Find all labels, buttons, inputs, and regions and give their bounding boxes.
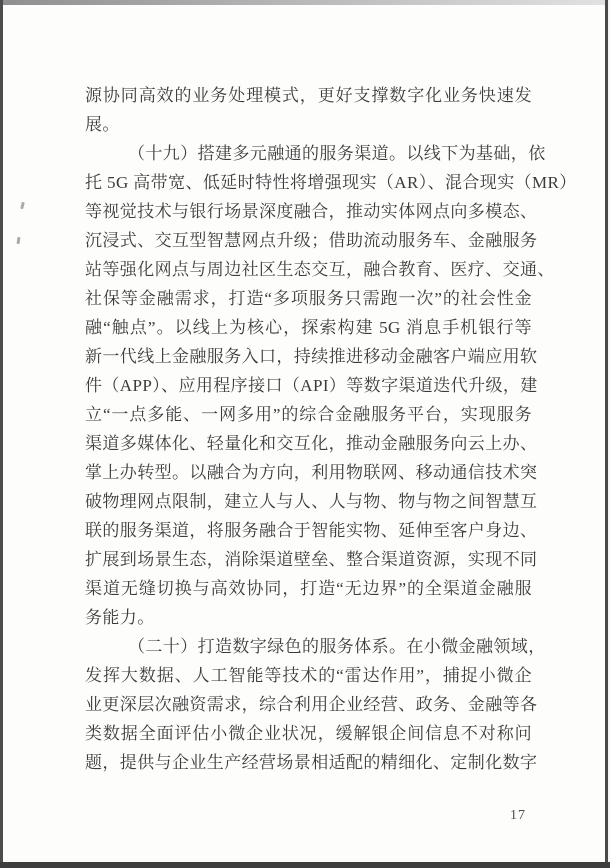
text-line: 类数据全面评估小微企业状况，缓解银企间信息不对称问 [85,724,532,743]
scan-edge-top [0,0,610,5]
text-line: 渠道无缝切换与高效协同，打造“无边界”的全渠道金融服 [85,579,532,598]
text-line: 立“一点多能、一网多用”的综合金融服务平台，实现服务 [85,405,532,424]
text-line: 展。 [85,115,120,134]
text-line: 发挥大数据、人工智能等技术的“雷达作用”，捕捉小微企 [85,666,532,685]
page-number: 17 [510,808,526,823]
text-line: 扩展到场景生态，消除渠道壁垒、整合渠道资源，实现不同 [85,550,538,569]
text-line: 等视觉技术与银行场景深度融合，推动实体网点向多模态、 [85,202,538,221]
text-line: 联的服务渠道，将服务融合于智能实物、延伸至客户身边、 [85,521,538,540]
text-line: 融“触点”。以线上为核心，探索构建 5G 消息手机银行等 [85,318,532,337]
document-text [85,81,577,777]
text-line: 渠道多媒体化、轻量化和交互化，推动金融服务向云上办、 [85,434,538,453]
text-line: 业更深层次融资需求，综合利用企业经营、政务、金融等各 [85,695,538,714]
scan-edge-left [0,0,3,868]
scan-edge-bottom [0,862,610,868]
text-line: 新一代线上金融服务入口，持续推进移动金融客户端应用软 [85,347,538,366]
text-line: 务能力。 [85,608,155,627]
scan-speck [17,237,21,244]
text-line: 源协同高效的业务处理模式，更好支撑数字化业务快速发 [85,86,532,105]
text-line: 破物理网点限制，建立人与人、人与物、物与物之间智慧互 [85,492,538,511]
text-line: 沉浸式、交互型智慧网点升级；借助流动服务车、金融服务 [85,231,538,250]
text-line: 题，提供与企业生产经营场景相适配的精细化、定制化数字 [85,753,538,772]
text-line: （二十）打造数字绿色的服务体系。在小微金融领域， [128,637,546,656]
text-line: 件（APP）、应用程序接口（API）等数字渠道迭代升级，建 [85,376,538,395]
text-line: 站等强化网点与周边社区生态交互，融合教育、医疗、交通、 [85,260,555,279]
text-line: （十九）搭建多元融通的服务渠道。以线下为基础，依 [128,144,546,163]
text-line: 托 5G 高带宽、低延时特性将增强现实（AR）、混合现实（MR） [85,173,577,192]
text-line: 掌上办转型。以融合为方向，利用物联网、移动通信技术突 [85,463,538,482]
text-line: 社保等金融需求，打造“多项服务只需跑一次”的社会性金 [85,289,532,308]
scan-speck [20,202,25,210]
